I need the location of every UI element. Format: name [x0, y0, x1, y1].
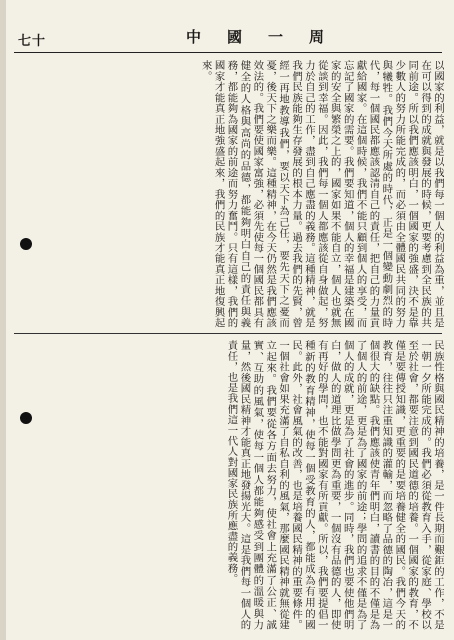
- article-body-top: 以國家的利益，就是以我們每一個人的利益為重，並且是在可以得到的成就與發展的時候，更要考慮到全民族的共同前途。所以我們應該明白，一個國家的強盛，決不是靠少數人的努力所能完成的，而必須由全體國民共同的努力與犧牲。我們今天所處的時代，正是一個變動劇烈的時代，每一個國民都應該認清自己的責任，把自己的力量貢獻給國家。在這個時候，我們不能只顧到個人的享受，而忘記了國家的需要。我們要知道，個人的幸福是建築在國家的安全與繁榮之上的，國家如果不能自立，個人也就無從談到幸福。因此，我們每一個人都應該從自身做起，努力於自己的工作，盡到自己應盡的義務。這種精神，就是我們民族能夠生存發展的根本力量。過去我們的先賢，曾經一再地教導我們，要以天下為己任，要先天下之憂而憂，後天下之樂而樂。這種精神，在今天仍然是我們應該效法的。我們要使國家富強，必須先使每一個國民都具有健全的人格與高尚的品德，都能夠明白自己的責任與義務，都能夠為國家的前途而努力奮鬥。只有這樣，我們的國家才能真正地強盛起來，我們的民族才能真正地復興起來。: [199, 60, 444, 328]
- page-number: 七十: [18, 34, 47, 49]
- binding-hole-icon: [20, 238, 32, 250]
- header-rule: [14, 52, 442, 53]
- journal-title: 中國一周: [186, 28, 351, 46]
- scan-edge: [0, 0, 6, 640]
- binding-hole-icon: [20, 412, 32, 424]
- article-body-bottom: 民族性格與國民精神的培養，是一件長期而艱鉅的工作，不是一朝一夕所能完成的。我們必須從教育入手，從家庭、學校以至於社會，都要注意到國民道德的培養。一個國家的教育，不僅是要傳授知識，更重要的是要培養健全的國民。我們今天的教育，往往只注重知識的灌輸，而忽略了品德的陶冶，這是一個很大的缺點。我們應該使青年們明白，讀書的目的不僅是為了個人的前途，更是為了國家的前途；學問的追求不僅是為了個人的成就，更是為了社會的進步。同時，我們也要使他們明白，做人的道理比做學問更為重要，一個沒有品德的人，即使有再好的學問，也不能對國家有所貢獻。所以，我們要提倡一種新的教育精神，使每一個受教育的人，都能成為有用的國民。此外，社會風氣的改善，也是培養國民精神的重要條件。一個社會如果充滿了自私自利的風氣，那麼國民精神就無從建立起來。我們要從各方面去努力，使社會上充滿了公正、誠實、互助的風氣，使每一個人都能夠感受到團體的溫暖與力量，然後國民精神才能真正地發揚光大。這是我們每一個人的責任，也是我們這一代人對國家民族所應盡的義務。: [225, 340, 444, 630]
- section-divider: [14, 333, 442, 334]
